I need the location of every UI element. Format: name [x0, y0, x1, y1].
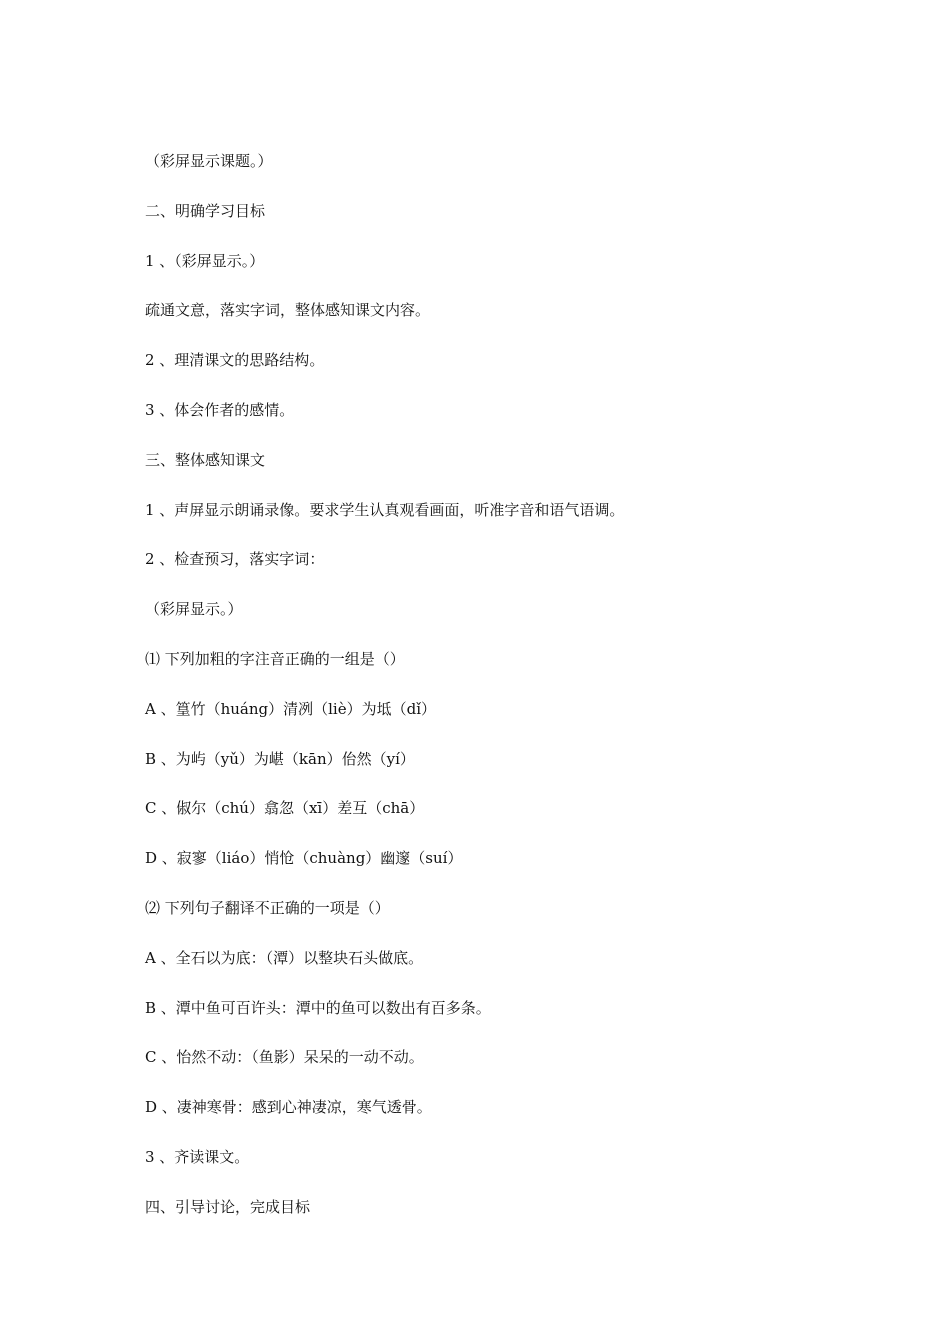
- paragraph-line: 3 、体会作者的感情。: [145, 400, 295, 419]
- option-line: B 、为屿（yǔ）为嵁（kān）佁然（yí）: [145, 749, 415, 768]
- caption-line: （彩屏显示。）: [145, 600, 243, 619]
- paragraph-line: 疏通文意，落实字词，整体感知课文内容。: [145, 301, 431, 320]
- option-line: D 、凄神寒骨：感到心神凄凉，寒气透骨。: [145, 1098, 432, 1117]
- paragraph-line: 2 、理清课文的思路结构。: [145, 351, 325, 370]
- question-line: ⑵ 下列句子翻译不正确的一项是（）: [145, 898, 390, 917]
- option-line: B 、潭中鱼可百许头：潭中的鱼可以数出有百多条。: [145, 998, 491, 1017]
- section-heading: 三、整体感知课文: [145, 450, 266, 469]
- option-line: C 、俶尔（chú）翕忽（xī）差互（chā）: [145, 799, 425, 818]
- caption-line: （彩屏显示课题。）: [145, 152, 273, 170]
- paragraph-line: 1 、声屏显示朗诵录像。要求学生认真观看画面，听准字音和语气语调。: [145, 500, 625, 519]
- question-line: ⑴ 下列加粗的字注音正确的一组是（）: [145, 649, 405, 668]
- paragraph-line: 1 、（彩屏显示。）: [145, 251, 265, 270]
- paragraph-line: 3 、齐读课文。: [145, 1147, 250, 1166]
- section-heading: 二、明确学习目标: [145, 201, 266, 220]
- section-heading: 四、引导讨论，完成目标: [145, 1197, 311, 1216]
- option-line: D 、寂寥（liáo）悄怆（chuàng）幽邃（suí）: [145, 849, 463, 868]
- document-body: [145, 150, 845, 1246]
- option-line: A 、篁竹（huáng）清冽（liè）为坻（dǐ）: [145, 699, 436, 718]
- paragraph-line: 2 、检查预习，落实字词：: [145, 550, 325, 569]
- option-line: C 、怡然不动：（鱼影）呆呆的一动不动。: [145, 1048, 424, 1067]
- option-line: A 、全石以为底：（潭）以整块石头做底。: [145, 948, 424, 967]
